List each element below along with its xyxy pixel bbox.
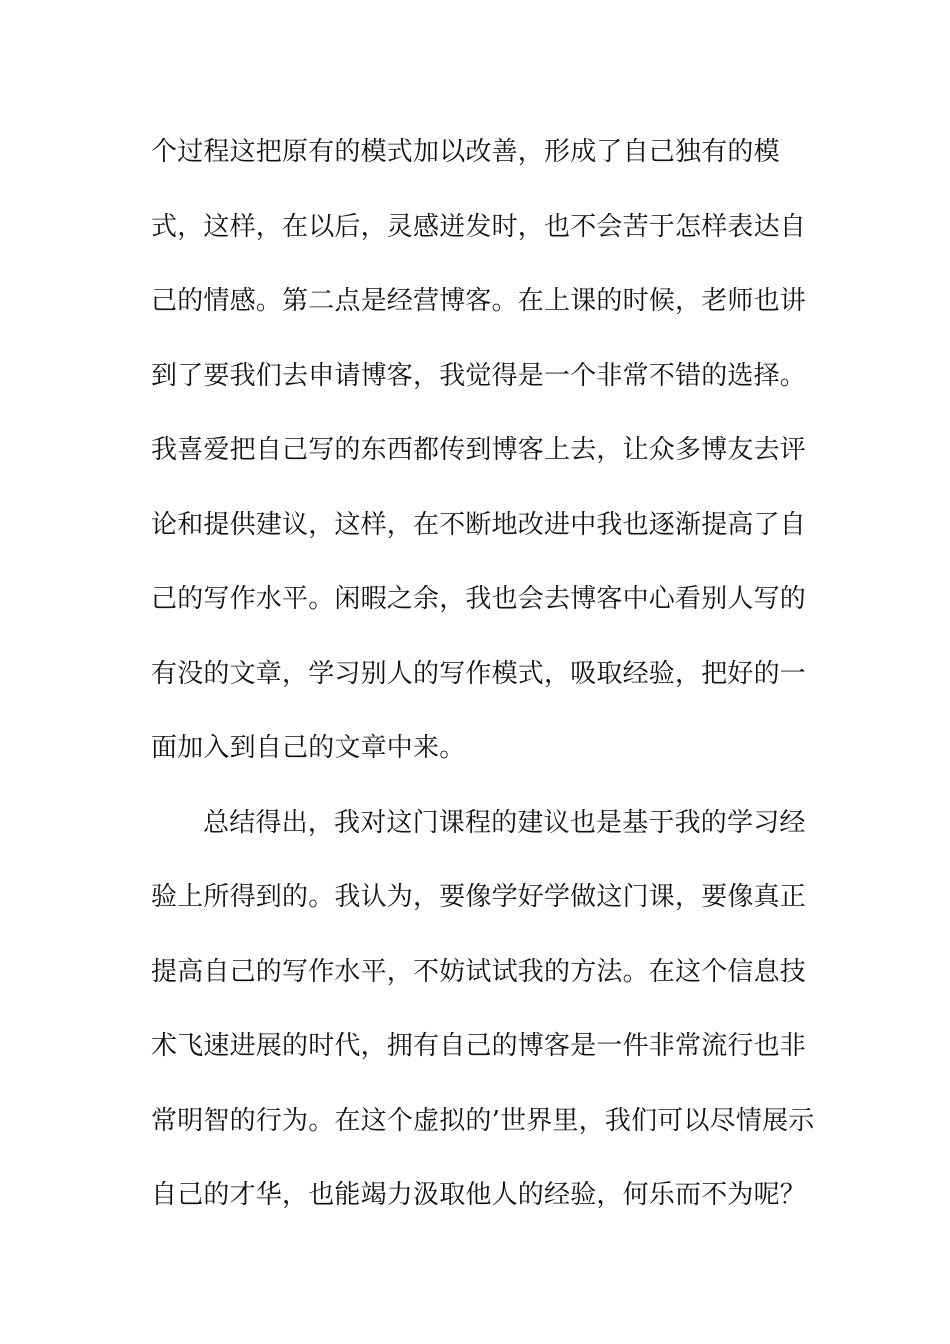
text-line: 式，这样，在以后，灵感迸发时，也不会苦于怎样表达自 [151, 211, 807, 242]
text-line: 验上所得到的。我认为，要像学好学做这门课，要像真正 [151, 882, 807, 912]
text-line: 到了要我们去申请博客，我觉得是一个非常不错的选择。 [151, 360, 807, 391]
text-line: 提高自己的写作水平，不妨试试我的方法。在这个信息技 [151, 956, 807, 987]
text-line: 自己的才华，也能竭力汲取他人的经验，何乐而不为呢？ [151, 1180, 807, 1210]
text-line: 有没的文章，学习别人的写作模式，吸取经验，把好的一 [151, 658, 807, 689]
text-line: 面加入到自己的文章中来。 [151, 733, 466, 763]
text-line: 我喜爱把自己写的东西都传到博客上去，让众多博友去评 [151, 435, 807, 465]
body-text [151, 119, 815, 1237]
text-line: 己的写作水平。闲暇之余，我也会去博客中心看别人写的 [151, 584, 807, 614]
text-line: 个过程这把原有的模式加以改善，形成了自己独有的模 [151, 137, 780, 167]
text-line: 常明智的行为。在这个虚拟的’世界里，我们可以尽情展示 [151, 1105, 815, 1136]
text-line: 己的情感。第二点是经营博客。在上课的时候，老师也讲 [151, 286, 807, 316]
text-line: 论和提供建议，这样，在不断地改进中我也逐渐提高了自 [151, 509, 807, 540]
text-line: 术飞速进展的时代，拥有自己的博客是一件非常流行也非 [151, 1031, 807, 1061]
paragraph-first-line: 总结得出，我对这门课程的建议也是基于我的学习经 [203, 807, 806, 838]
